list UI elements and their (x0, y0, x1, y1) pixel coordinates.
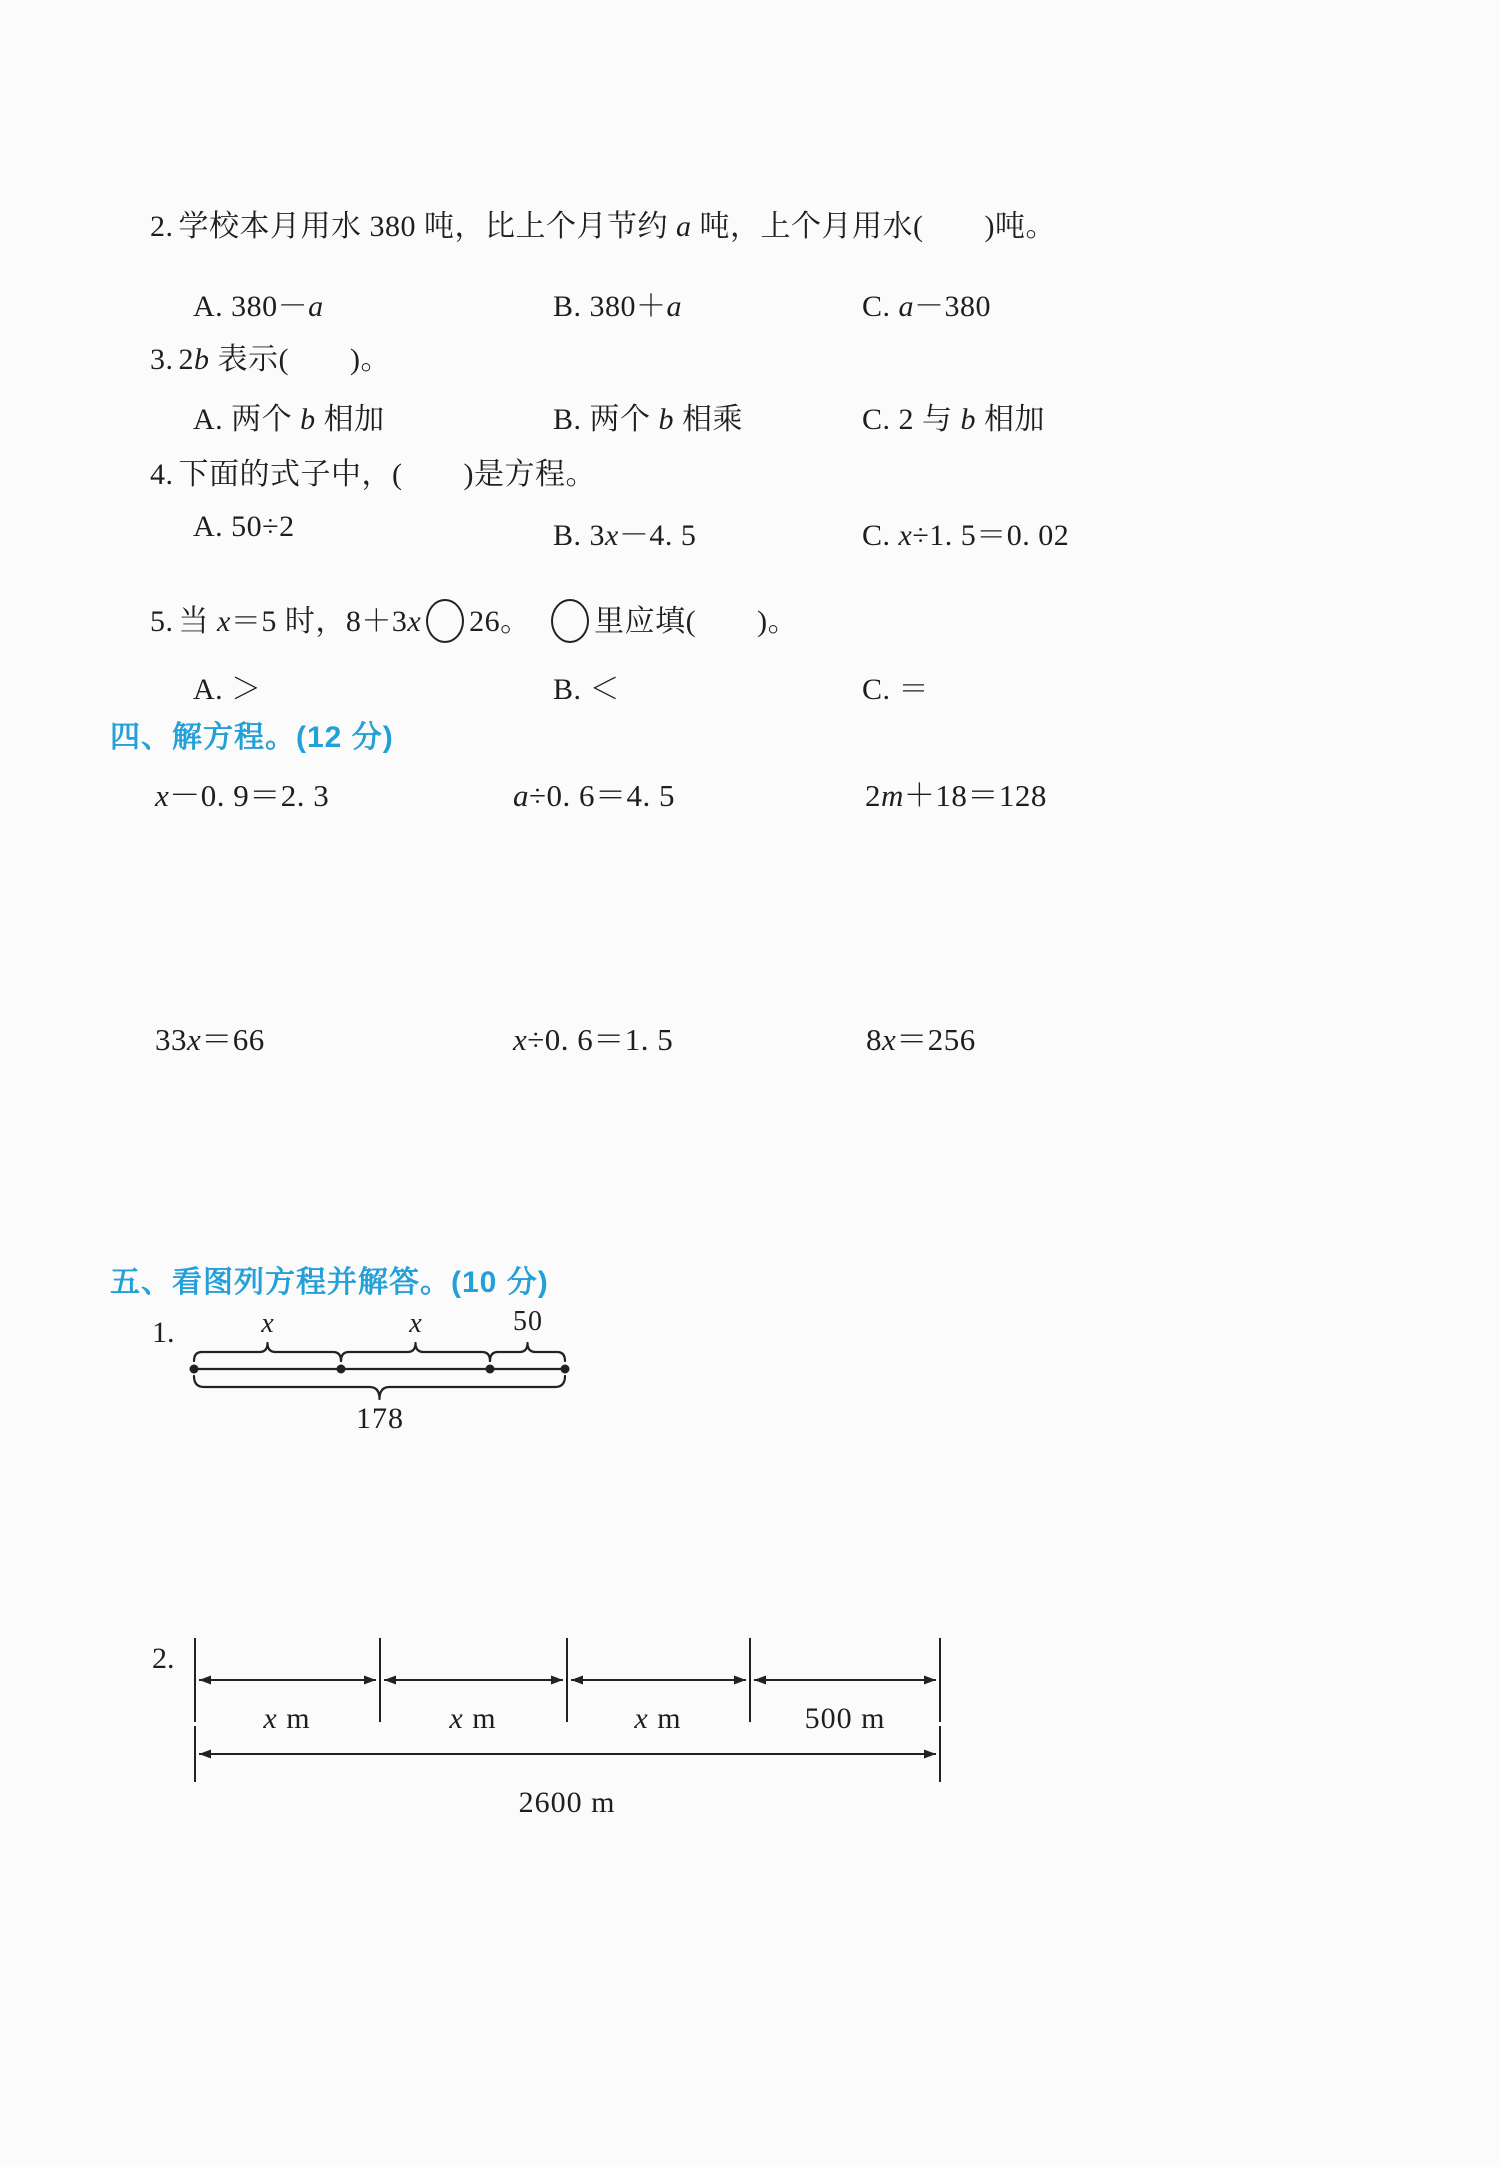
equation-1: x－0. 9＝2. 3 (155, 778, 330, 813)
total-label: 2600 m (518, 1786, 616, 1819)
question-5-options (0, 664, 1500, 710)
point-dot (486, 1365, 495, 1374)
option-label: A. (193, 510, 224, 543)
option-value: 380＋a (589, 290, 683, 323)
brace-total (194, 1376, 565, 1399)
option-value: 两个 b 相加 (231, 403, 385, 436)
question-number: 5. (150, 605, 174, 638)
question-number: 2. (150, 210, 174, 243)
segment-label: x m (263, 1702, 311, 1735)
option-label: B. (553, 519, 582, 552)
option-label: C. (862, 519, 891, 552)
question-3-options (0, 394, 1500, 440)
option-label: C. (862, 673, 891, 706)
segment-label: x m (449, 1702, 497, 1735)
option-a (193, 394, 385, 438)
option-c (862, 394, 1045, 438)
segment-label: x (261, 1308, 275, 1339)
diagram-2-line-model (140, 1598, 1020, 1863)
option-label: B. (553, 290, 582, 323)
option-b (553, 281, 682, 325)
question-5 (0, 594, 1500, 650)
segment-label: x m (634, 1702, 682, 1735)
question-text: 当 x＝5 时，8＋3x 26。 里应填( )。 (179, 605, 799, 638)
point-dot (190, 1365, 199, 1374)
segment-label: 500 m (804, 1702, 886, 1735)
option-value: 两个 b 相乘 (589, 403, 744, 436)
equation-row-1 (0, 770, 1500, 818)
diagram-1-bar-model (140, 1306, 630, 1441)
blank-circle (426, 599, 464, 643)
option-b (553, 664, 620, 708)
option-label: B. (553, 673, 582, 706)
question-text: 下面的式子中，( )是方程。 (178, 458, 596, 491)
equation-5: x÷0. 6＝1. 5 (513, 1022, 674, 1057)
equation-4: 33x＝66 (155, 1022, 265, 1057)
option-value: ＝ (898, 673, 930, 706)
segment-label: 50 (513, 1306, 543, 1337)
option-label: A. (193, 673, 224, 706)
option-label: A. (193, 403, 224, 436)
question-2 (0, 204, 1500, 250)
section-5-heading: 五、看图列方程并解答。(10 分) (110, 1266, 549, 1299)
question-4-options (0, 510, 1500, 556)
option-b (553, 510, 696, 554)
option-value: ＞ (231, 673, 262, 706)
blank-circle (551, 599, 589, 643)
segment-label: x (409, 1308, 423, 1339)
option-value: 50÷2 (231, 510, 295, 543)
option-value: 3x－4. 5 (589, 519, 697, 552)
option-label: C. (862, 290, 891, 323)
question-2-options (0, 281, 1500, 327)
option-a (193, 664, 262, 708)
option-value: x÷1. 5＝0. 02 (898, 519, 1070, 552)
option-a (193, 510, 295, 544)
option-c (862, 664, 929, 708)
brace-segment-3 (490, 1343, 565, 1361)
option-value: 380－a (231, 290, 324, 323)
option-c (862, 281, 991, 325)
option-value: ＜ (589, 673, 621, 706)
diagram-number: 2. (152, 1642, 175, 1675)
equation-6: 8x＝256 (866, 1022, 976, 1057)
total-label: 178 (356, 1402, 404, 1435)
option-label: C. (862, 403, 891, 436)
diagram-number: 1. (152, 1316, 175, 1349)
question-number: 4. (150, 458, 174, 491)
brace-segment-2 (341, 1343, 490, 1361)
section-4-heading: 四、解方程。(12 分) (110, 721, 394, 754)
option-b (553, 394, 743, 438)
question-text: 2b 表示( )。 (178, 343, 391, 376)
equation-2: a÷0. 6＝4. 5 (513, 778, 676, 813)
question-number: 3. (150, 343, 174, 376)
option-a (193, 281, 324, 325)
option-value: 2 与 b 相加 (898, 403, 1046, 436)
point-dot (337, 1365, 346, 1374)
option-label: A. (193, 290, 224, 323)
equation-row-2 (0, 1014, 1500, 1062)
option-value: a－380 (898, 290, 992, 323)
question-3 (0, 337, 1500, 383)
point-dot (561, 1365, 570, 1374)
option-c (862, 510, 1069, 554)
question-4 (0, 452, 1500, 498)
equation-3: 2m＋18＝128 (865, 778, 1047, 813)
brace-segment-1 (194, 1343, 341, 1361)
question-text: 学校本月用水 380 吨，比上个月节约 a 吨，上个月用水( )吨。 (178, 210, 1056, 243)
option-label: B. (553, 403, 582, 436)
